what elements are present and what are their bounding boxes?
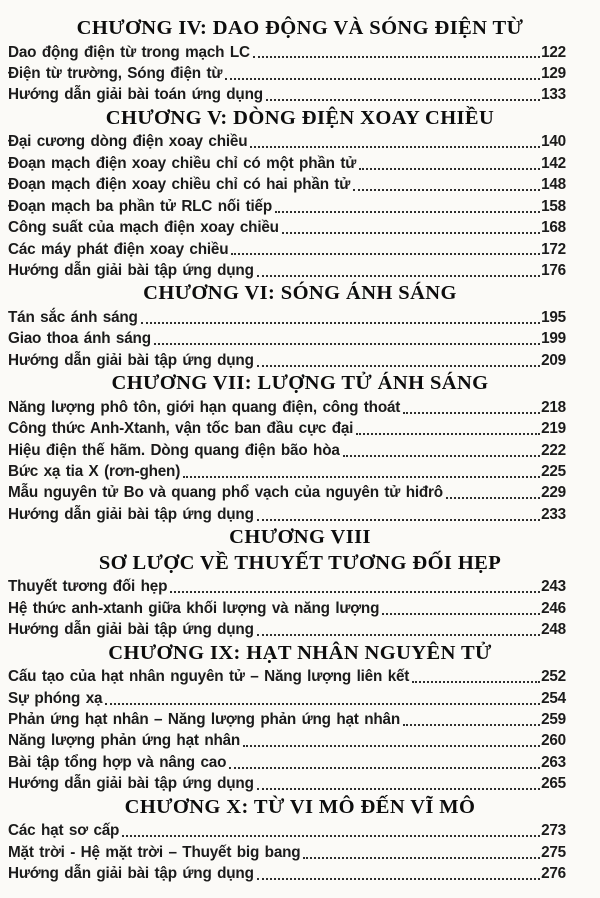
toc-entry	[8, 461, 566, 482]
toc-entry	[8, 842, 566, 863]
dot-leader	[356, 433, 540, 435]
dot-leader	[403, 412, 540, 414]
toc-entry-label: Hướng dẫn giải bài tập ứng dụng	[8, 505, 254, 523]
dot-leader	[257, 519, 540, 521]
toc-entry	[8, 773, 566, 794]
dot-leader	[243, 745, 540, 747]
toc-entry-page-number: 252	[541, 668, 566, 686]
dot-leader	[229, 767, 540, 769]
toc-entry-page-number: 148	[541, 176, 566, 194]
toc-entry	[8, 42, 566, 63]
dot-leader	[353, 189, 540, 191]
toc-entry-page-number: 259	[541, 711, 566, 728]
toc-entry-label: Hướng dẫn giải bài tập ứng dụng	[8, 865, 254, 883]
dot-leader	[231, 253, 540, 255]
dot-leader	[266, 99, 540, 101]
toc-entry-page-number: 140	[541, 133, 566, 151]
toc-entry-label: Đoạn mạch ba phần tử RLC nối tiếp	[8, 197, 272, 215]
toc-entry-page-number: 168	[541, 219, 566, 237]
toc-entry-page-number: 225	[541, 463, 566, 480]
chapter-heading: CHƯƠNG VIII	[229, 526, 371, 549]
chapter-heading: CHƯƠNG VII: LƯỢNG TỬ ÁNH SÁNG	[111, 372, 489, 395]
toc-entry-label: Hướng dẫn giải bài tập ứng dụng	[8, 621, 254, 639]
toc-entry-label: Công thức Anh-Xtanh, vận tốc ban đầu cực đại	[8, 420, 354, 438]
toc-entry	[8, 328, 566, 349]
dot-leader	[253, 56, 540, 58]
chapter-heading: CHƯƠNG IX: HẠT NHÂN NGUYÊN TỬ	[108, 641, 492, 664]
toc-entry-label: Giao thoa ánh sáng	[8, 330, 151, 348]
toc-entry-label: Hướng dẫn giải bài tập ứng dụng	[8, 775, 254, 793]
chapter-heading: CHƯƠNG IV: DAO ĐỘNG VÀ SÓNG ĐIỆN TỪ	[76, 17, 524, 39]
toc-entry	[8, 666, 566, 687]
toc-entry-label: Thuyết tương đối hẹp	[8, 578, 168, 596]
dot-leader	[257, 634, 540, 636]
toc-entry-page-number: 254	[541, 689, 566, 707]
dot-leader	[343, 455, 540, 457]
toc-entry	[8, 482, 566, 503]
toc-entry-page-number: 276	[541, 865, 566, 883]
toc-entry-label: Mặt trời - Hệ mặt trời – Thuyết big bang	[8, 843, 301, 861]
toc-entry-label: Bức xạ tia X (rơn-ghen)	[8, 463, 181, 480]
toc-entry-page-number: 273	[541, 822, 566, 840]
toc-entry-label: Mẫu nguyên tử Bo và quang phổ vạch của nguyên tử hiđrô	[8, 484, 443, 502]
toc-entry-page-number: 209	[541, 351, 566, 369]
toc-entry-label: Sự phóng xạ	[8, 689, 103, 707]
toc-entry-page-number: 195	[541, 308, 566, 326]
dot-leader	[183, 476, 540, 478]
toc-entry-page-number: 176	[541, 261, 566, 279]
toc-entry	[8, 239, 566, 260]
toc-entry-label: Các hạt sơ cấp	[8, 822, 120, 840]
toc-entry	[8, 619, 566, 640]
toc-entry	[8, 418, 566, 439]
toc-entry-page-number: 218	[541, 398, 566, 416]
dot-leader	[105, 703, 540, 705]
toc-entry-page-number: 172	[541, 240, 566, 258]
toc-entry-label: Đoạn mạch điện xoay chiều chỉ có một phần tử	[8, 154, 357, 172]
toc-entry	[8, 688, 566, 709]
toc-entry-page-number: 199	[541, 330, 566, 348]
toc-entry	[8, 350, 566, 371]
toc-entry-label: Hướng dẫn giải bài tập ứng dụng	[8, 261, 254, 279]
dot-leader	[403, 724, 540, 726]
toc-entry-label: Điện từ trường, Sóng điện từ	[8, 64, 223, 82]
toc-entry	[8, 153, 566, 174]
toc-entry	[8, 440, 566, 461]
dot-leader	[257, 365, 540, 367]
toc-entry-label: Năng lượng phản ứng hạt nhân	[8, 732, 241, 750]
toc-entry	[8, 576, 566, 597]
toc-entry-label: Phản ứng hạt nhân – Năng lượng phản ứng hạt nhân	[8, 711, 400, 728]
toc-entry-label: Đoạn mạch điện xoay chiều chỉ có hai phần tử	[8, 176, 351, 194]
toc-entry-page-number: 122	[541, 43, 566, 61]
toc-entry	[8, 217, 566, 238]
toc-entry-page-number: 260	[541, 732, 566, 750]
toc-entry-page-number: 219	[541, 420, 566, 438]
chapter-heading: CHƯƠNG V: DÒNG ĐIỆN XOAY CHIỀU	[105, 106, 495, 129]
dot-leader	[257, 788, 540, 790]
toc-entry-page-number: 158	[541, 197, 566, 215]
toc-entry-page-number: 233	[541, 505, 566, 523]
toc-entry-page-number: 222	[541, 441, 566, 459]
dot-leader	[257, 275, 540, 277]
toc-entry-page-number: 265	[541, 775, 566, 793]
toc-entry-label: Hướng dẫn giải bài tập ứng dụng	[8, 351, 254, 369]
toc-entry-label: Hướng dẫn giải bài toán ứng dụng	[8, 86, 263, 104]
toc-entry-label: Công suất của mạch điện xoay chiều	[8, 219, 279, 237]
dot-leader	[359, 168, 540, 170]
dot-leader	[170, 591, 540, 593]
dot-leader	[225, 78, 540, 80]
toc-entry-page-number: 275	[541, 843, 566, 861]
toc-entry	[8, 709, 566, 730]
dot-leader	[275, 211, 540, 213]
toc-entry	[8, 752, 566, 773]
toc-entry	[8, 397, 566, 418]
toc-entry	[8, 63, 566, 84]
toc-entry	[8, 174, 566, 195]
toc-entry-label: Hệ thức anh-xtanh giữa khối lượng và năng lượng	[8, 599, 380, 617]
toc-entry-page-number: 133	[541, 86, 566, 104]
dot-leader	[303, 857, 540, 859]
chapter-heading: SƠ LƯỢC VỀ THUYẾT TƯƠNG ĐỐI HẸP	[98, 551, 502, 574]
toc-entry	[8, 504, 566, 525]
chapter-heading: CHƯƠNG VI: SÓNG ÁNH SÁNG	[143, 282, 457, 305]
toc-entry-page-number: 229	[541, 484, 566, 502]
toc-entry	[8, 820, 566, 841]
toc-entry-label: Cấu tạo của hạt nhân nguyên tử – Năng lượng liên kết	[8, 668, 410, 686]
toc-entry	[8, 131, 566, 152]
toc-entry-label: Tán sắc ánh sáng	[8, 308, 138, 326]
dot-leader	[412, 681, 540, 683]
toc-entry	[8, 598, 566, 619]
toc-entry	[8, 84, 566, 105]
dot-leader	[122, 835, 540, 837]
dot-leader	[382, 613, 540, 615]
toc-entry-label: Dao động điện từ trong mạch LC	[8, 43, 250, 61]
toc-entry-label: Các máy phát điện xoay chiều	[8, 240, 229, 258]
toc-entry	[8, 196, 566, 217]
toc-entry-page-number: 263	[541, 753, 566, 771]
dot-leader	[282, 232, 540, 234]
dot-leader	[250, 146, 540, 148]
toc-entry-label: Đại cương dòng điện xoay chiều	[8, 133, 248, 151]
toc-entry-label: Bài tập tổng hợp và nâng cao	[8, 753, 227, 771]
toc-entry-label: Hiệu điện thế hãm. Dòng quang điện bão hòa	[8, 441, 340, 459]
dot-leader	[257, 878, 540, 880]
toc-entry	[8, 260, 566, 281]
toc-entry	[8, 730, 566, 751]
toc-entry-page-number: 246	[541, 599, 566, 617]
dot-leader	[141, 322, 540, 324]
toc-entry-page-number: 129	[541, 64, 566, 82]
chapter-heading: CHƯƠNG X: TỪ VI MÔ ĐẾN VĨ MÔ	[124, 795, 476, 818]
toc-entry	[8, 863, 566, 884]
toc-entry-page-number: 248	[541, 621, 566, 639]
toc-entry-page-number: 142	[541, 154, 566, 172]
toc-entry	[8, 307, 566, 328]
dot-leader	[446, 497, 540, 499]
toc-entry-label: Năng lượng phô tôn, giới hạn quang điện, công thoát	[8, 398, 401, 416]
dot-leader	[154, 343, 540, 345]
toc-entry-page-number: 243	[541, 578, 566, 596]
